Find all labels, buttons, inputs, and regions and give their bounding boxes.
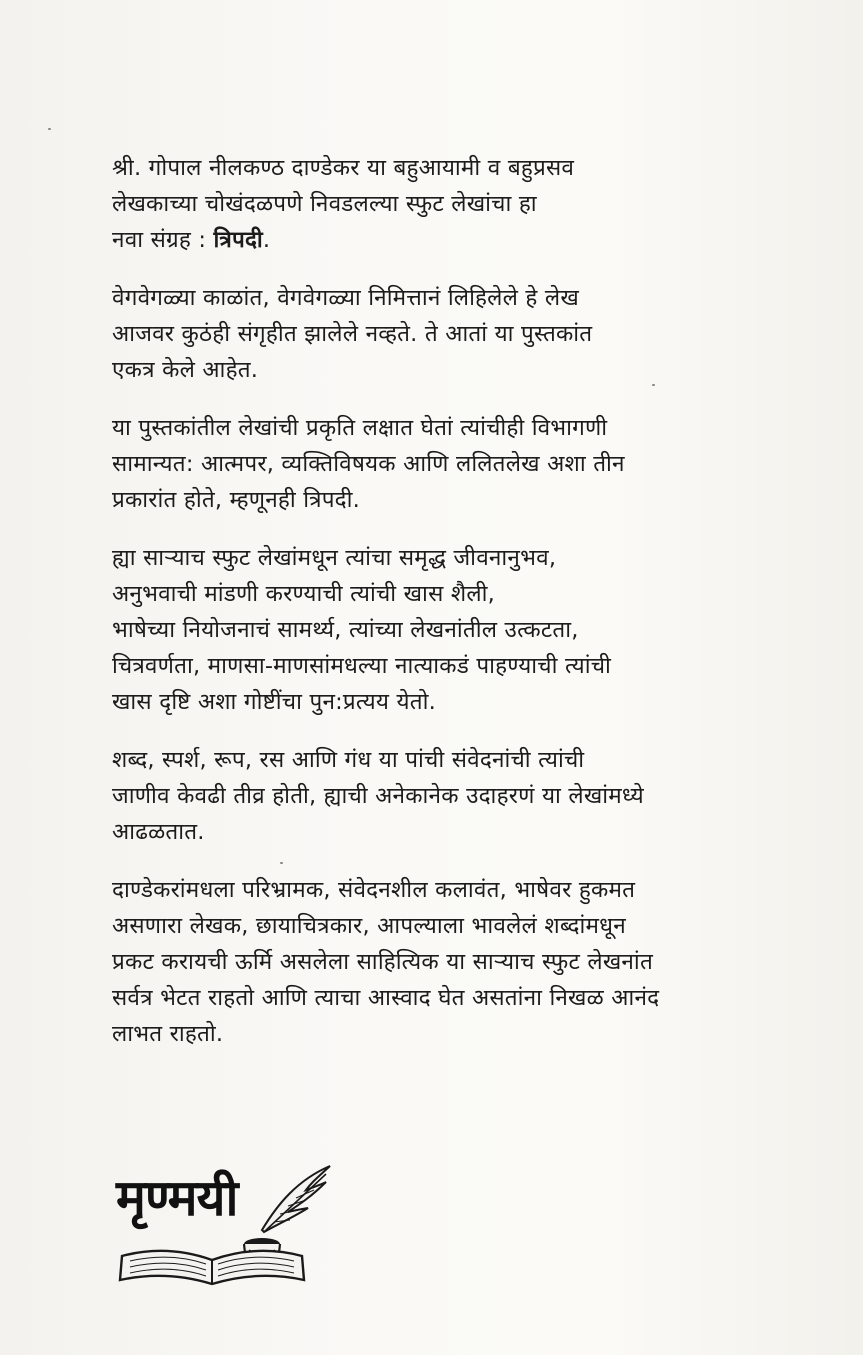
text-line: या पुस्तकांतील लेखांची प्रकृति लक्षात घेतां त्यांचीही विभागणी	[112, 415, 608, 441]
paragraph-senses	[112, 742, 812, 850]
text-line: वेगवेगळ्या काळांत, वेगवेगळ्या निमित्तानं लिहिलेले हे लेख	[112, 285, 579, 311]
paper-speck	[652, 384, 655, 386]
text-line: ह्या साऱ्याच स्फुट लेखांमधून त्यांचा समृद्ध जीवनानुभव,	[112, 545, 557, 571]
publisher-logo	[112, 1160, 342, 1290]
open-book-icon	[120, 1251, 304, 1284]
text-line: जाणीव केवढी तीव्र होती, ह्याची अनेकानेक उदाहरणं या लेखांमध्ये	[112, 783, 644, 809]
book-title: त्रिपदी	[213, 227, 263, 253]
text-line: सर्वत्र भेटत राहतो आणि त्याचा आस्वाद घेत असतांना निखळ आनंद	[112, 985, 660, 1011]
text-line: लेखकाच्या चोखंदळपणे निवडलल्या स्फुट लेखांचा हा	[112, 191, 537, 217]
text-line: आढळतात.	[112, 819, 205, 845]
text-line: प्रकारांत होते, म्हणूनही त्रिपदी.	[112, 487, 361, 513]
paragraph-origin	[112, 280, 812, 388]
text-line	[112, 222, 812, 258]
paragraph-intro	[112, 150, 812, 258]
text-line-suffix: .	[262, 227, 271, 253]
publisher-name: मृण्मयी	[116, 1169, 238, 1227]
text-line: शब्द, स्पर्श, रूप, रस आणि गंध या पांची संवेदनांची त्यांची	[112, 747, 585, 773]
text-line: प्रकट करायची ऊर्मि असलेला साहित्यिक या साऱ्याच स्फुट लेखनांत	[112, 949, 653, 975]
blurb-text	[112, 150, 812, 1074]
paper-speck	[280, 862, 283, 864]
paper-speck	[48, 128, 51, 130]
paragraph-categories	[112, 410, 812, 518]
text-line: एकत्र केले आहेत.	[112, 357, 259, 383]
text-line: श्री. गोपाल नीलकण्ठ दाण्डेकर या बहुआयामी व बहुप्रसव	[112, 155, 575, 181]
paragraph-author-portrait	[112, 872, 812, 1052]
text-line-prefix: नवा संग्रह :	[112, 227, 214, 253]
paragraph-experience	[112, 540, 812, 720]
text-line: खास दृष्टि अशा गोष्टींचा पुन:प्रत्यय येतो.	[112, 689, 436, 715]
text-line: अनुभवाची मांडणी करण्याची त्यांची खास शैली,	[112, 581, 495, 607]
quill-pen-icon	[262, 1166, 330, 1232]
text-line: दाण्डेकरांमधला परिभ्रामक, संवेदनशील कलावंत, भाषेवर हुकमत	[112, 877, 636, 903]
text-line: सामान्यत: आत्मपर, व्यक्तिविषयक आणि ललितलेख अशा तीन	[112, 451, 625, 477]
text-line: भाषेच्या नियोजनाचं सामर्थ्य, त्यांच्या लेखनांतील उत्कटता,	[112, 617, 579, 643]
text-line: असणारा लेखक, छायाचित्रकार, आपल्याला भावलेलं शब्दांमधून	[112, 913, 626, 939]
text-line: चित्रवर्णता, माणसा-माणसांमधल्या नात्याकडं पाहण्याची त्यांची	[112, 653, 612, 679]
text-line: आजवर कुठंही संगृहीत झालेले नव्हते. ते आतां या पुस्तकांत	[112, 321, 593, 347]
text-line: लाभत राहतो.	[112, 1021, 224, 1047]
